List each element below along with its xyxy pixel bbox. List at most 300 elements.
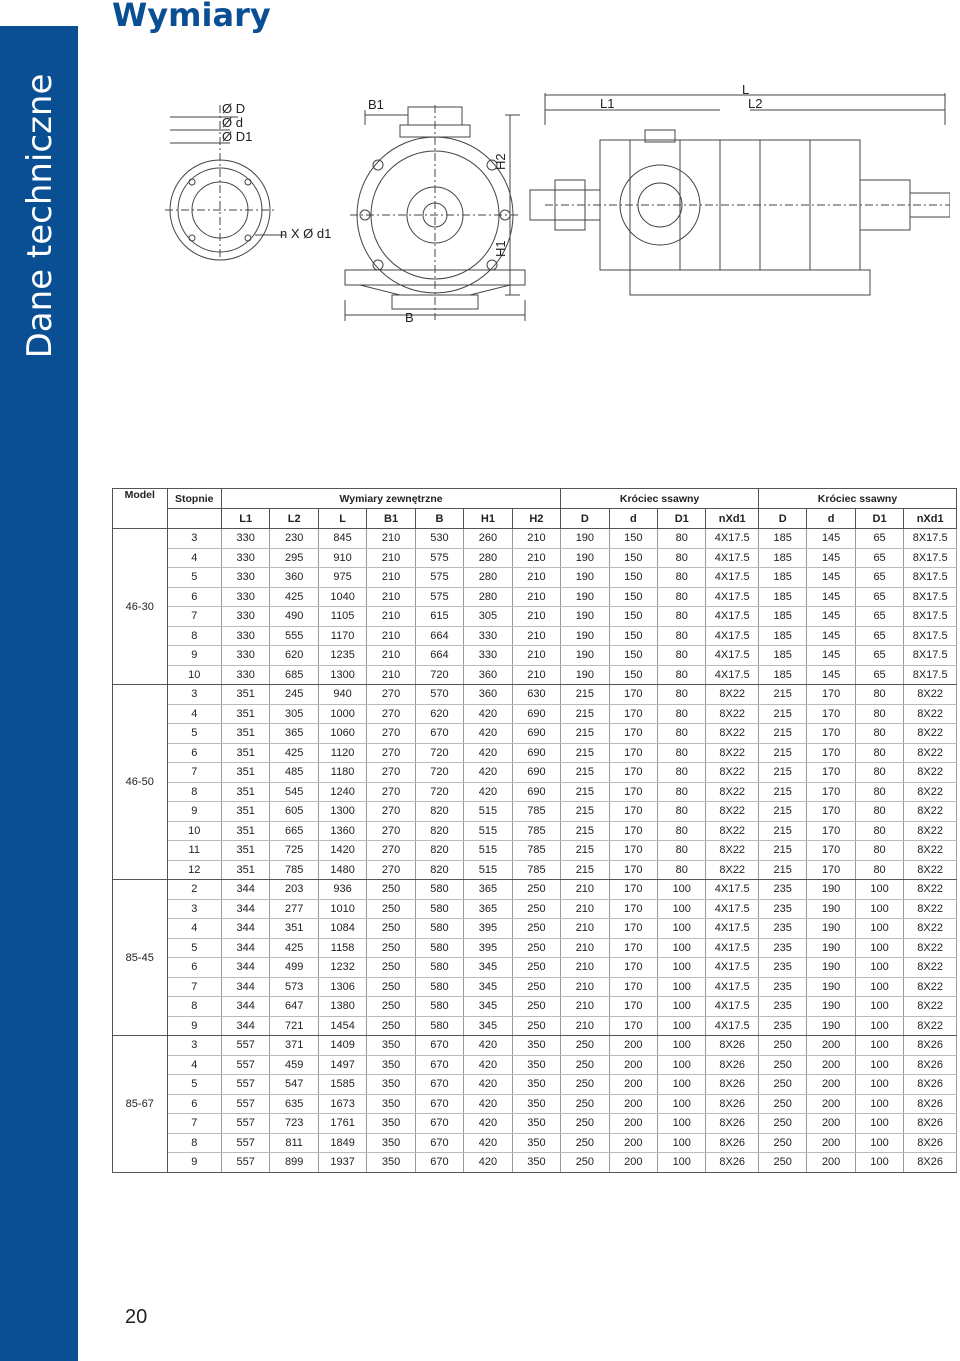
table-cell: 8X22 xyxy=(904,919,957,939)
table-cell: 215 xyxy=(758,704,806,724)
table-cell: 100 xyxy=(658,997,706,1017)
stages-cell: 7 xyxy=(167,977,222,997)
table-cell: 170 xyxy=(609,919,657,939)
table-cell: 420 xyxy=(464,782,512,802)
table-cell: 557 xyxy=(222,1075,270,1095)
table-cell: 690 xyxy=(512,724,561,744)
table-cell: 80 xyxy=(658,529,706,549)
table-row xyxy=(113,685,957,705)
table-cell: 170 xyxy=(609,802,657,822)
table-cell: 635 xyxy=(270,1094,318,1114)
table-cell: 170 xyxy=(609,724,657,744)
table-cell: 215 xyxy=(561,860,609,880)
table-cell: 1180 xyxy=(318,763,366,783)
table-cell: 100 xyxy=(855,1016,903,1036)
table-cell: 365 xyxy=(464,880,512,900)
table-cell: 250 xyxy=(512,997,561,1017)
table-cell: 573 xyxy=(270,977,318,997)
column-header: D xyxy=(561,509,609,529)
table-cell: 210 xyxy=(561,997,609,1017)
table-cell: 8X22 xyxy=(904,860,957,880)
table-cell: 690 xyxy=(512,763,561,783)
table-cell: 65 xyxy=(855,665,903,685)
table-cell: 200 xyxy=(609,1133,657,1153)
table-cell: 8X26 xyxy=(706,1036,759,1056)
table-row xyxy=(113,529,957,549)
table-cell: 330 xyxy=(464,626,512,646)
table-row xyxy=(113,743,957,763)
table-cell: 250 xyxy=(367,997,415,1017)
table-cell: 1300 xyxy=(318,665,366,685)
table-cell: 150 xyxy=(609,568,657,588)
table-cell: 200 xyxy=(609,1094,657,1114)
table-cell: 235 xyxy=(758,919,806,939)
table-cell: 250 xyxy=(512,880,561,900)
table-cell: 811 xyxy=(270,1133,318,1153)
table-cell: 1170 xyxy=(318,626,366,646)
table-cell: 210 xyxy=(561,1016,609,1036)
table-cell: 145 xyxy=(807,548,855,568)
table-row xyxy=(113,704,957,724)
table-cell: 330 xyxy=(464,646,512,666)
column-header: B1 xyxy=(367,509,415,529)
table-cell: 8X22 xyxy=(904,880,957,900)
table-cell: 190 xyxy=(807,919,855,939)
table-cell: 245 xyxy=(270,685,318,705)
label-l1: L1 xyxy=(600,96,615,111)
table-cell: 4X17.5 xyxy=(706,958,759,978)
table-cell: 8X22 xyxy=(904,724,957,744)
table-cell: 365 xyxy=(270,724,318,744)
table-cell: 664 xyxy=(415,646,463,666)
table-cell: 170 xyxy=(609,860,657,880)
table-cell: 100 xyxy=(658,1114,706,1134)
table-cell: 8X26 xyxy=(706,1094,759,1114)
table-cell: 670 xyxy=(415,1133,463,1153)
table-cell: 8X17.5 xyxy=(904,646,957,666)
stages-cell: 10 xyxy=(167,665,222,685)
table-row xyxy=(113,977,957,997)
table-row xyxy=(113,782,957,802)
table-cell: 351 xyxy=(222,743,270,763)
table-cell: 270 xyxy=(367,763,415,783)
table-cell: 80 xyxy=(855,704,903,724)
table-cell: 8X26 xyxy=(904,1114,957,1134)
table-cell: 344 xyxy=(222,997,270,1017)
stages-cell: 5 xyxy=(167,724,222,744)
table-cell: 270 xyxy=(367,802,415,822)
column-header: D1 xyxy=(658,509,706,529)
table-cell: 690 xyxy=(512,704,561,724)
label-l2: L2 xyxy=(748,96,763,111)
table-cell: 420 xyxy=(464,1094,512,1114)
table-row xyxy=(113,548,957,568)
table-cell: 100 xyxy=(658,899,706,919)
table-cell: 100 xyxy=(658,880,706,900)
table-cell: 100 xyxy=(658,977,706,997)
table-cell: 485 xyxy=(270,763,318,783)
table-cell: 344 xyxy=(222,919,270,939)
table-cell: 330 xyxy=(222,646,270,666)
table-cell: 785 xyxy=(512,860,561,880)
table-cell: 820 xyxy=(415,841,463,861)
table-cell: 1232 xyxy=(318,958,366,978)
model-cell: 46-50 xyxy=(113,685,168,880)
table-cell: 351 xyxy=(222,704,270,724)
table-cell: 345 xyxy=(464,1016,512,1036)
table-cell: 170 xyxy=(609,958,657,978)
table-cell: 670 xyxy=(415,1036,463,1056)
table-cell: 100 xyxy=(658,938,706,958)
table-cell: 80 xyxy=(855,763,903,783)
table-cell: 250 xyxy=(367,880,415,900)
stages-cell: 7 xyxy=(167,1114,222,1134)
group-header-external: Wymiary zewnętrzne xyxy=(222,489,561,509)
table-cell: 80 xyxy=(658,646,706,666)
stages-cell: 5 xyxy=(167,568,222,588)
table-cell: 100 xyxy=(855,880,903,900)
table-cell: 210 xyxy=(367,568,415,588)
table-cell: 670 xyxy=(415,1094,463,1114)
table-cell: 545 xyxy=(270,782,318,802)
table-cell: 350 xyxy=(367,1075,415,1095)
table-cell: 8X22 xyxy=(904,802,957,822)
table-cell: 620 xyxy=(415,704,463,724)
table-cell: 190 xyxy=(561,587,609,607)
table-cell: 80 xyxy=(658,743,706,763)
table-cell: 940 xyxy=(318,685,366,705)
table-cell: 420 xyxy=(464,724,512,744)
table-cell: 100 xyxy=(658,1075,706,1095)
label-h2: H2 xyxy=(493,153,508,170)
table-cell: 1010 xyxy=(318,899,366,919)
table-cell: 170 xyxy=(609,763,657,783)
table-cell: 685 xyxy=(270,665,318,685)
table-cell: 80 xyxy=(855,821,903,841)
table-cell: 365 xyxy=(464,899,512,919)
stages-cell: 9 xyxy=(167,1153,222,1173)
table-cell: 215 xyxy=(561,724,609,744)
table-cell: 8X17.5 xyxy=(904,587,957,607)
table-cell: 170 xyxy=(609,841,657,861)
table-cell: 360 xyxy=(270,568,318,588)
table-cell: 1235 xyxy=(318,646,366,666)
stages-header: Stopnie xyxy=(167,489,222,509)
table-cell: 150 xyxy=(609,529,657,549)
table-cell: 330 xyxy=(222,568,270,588)
table-cell: 557 xyxy=(222,1153,270,1173)
table-cell: 499 xyxy=(270,958,318,978)
table-cell: 170 xyxy=(807,782,855,802)
table-cell: 65 xyxy=(855,568,903,588)
table-cell: 250 xyxy=(367,938,415,958)
table-cell: 170 xyxy=(609,1016,657,1036)
table-cell: 230 xyxy=(270,529,318,549)
table-cell: 65 xyxy=(855,548,903,568)
table-cell: 210 xyxy=(561,977,609,997)
table-cell: 1420 xyxy=(318,841,366,861)
table-cell: 351 xyxy=(222,685,270,705)
table-cell: 1937 xyxy=(318,1153,366,1173)
table-cell: 725 xyxy=(270,841,318,861)
table-cell: 250 xyxy=(561,1133,609,1153)
table-cell: 210 xyxy=(367,646,415,666)
table-cell: 100 xyxy=(855,1133,903,1153)
table-cell: 295 xyxy=(270,548,318,568)
table-cell: 557 xyxy=(222,1133,270,1153)
table-cell: 664 xyxy=(415,626,463,646)
table-cell: 170 xyxy=(609,685,657,705)
table-cell: 8X26 xyxy=(706,1055,759,1075)
stages-cell: 3 xyxy=(167,899,222,919)
table-cell: 345 xyxy=(464,997,512,1017)
table-cell: 8X22 xyxy=(904,841,957,861)
table-cell: 1306 xyxy=(318,977,366,997)
table-cell: 785 xyxy=(512,802,561,822)
table-cell: 200 xyxy=(807,1036,855,1056)
table-cell: 270 xyxy=(367,724,415,744)
table-cell: 330 xyxy=(222,548,270,568)
table-cell: 371 xyxy=(270,1036,318,1056)
table-cell: 185 xyxy=(758,607,806,627)
table-cell: 670 xyxy=(415,1153,463,1173)
table-cell: 8X22 xyxy=(706,841,759,861)
table-cell: 580 xyxy=(415,919,463,939)
table-cell: 1849 xyxy=(318,1133,366,1153)
table-cell: 665 xyxy=(270,821,318,841)
table-cell: 350 xyxy=(512,1036,561,1056)
table-cell: 210 xyxy=(512,646,561,666)
table-cell: 210 xyxy=(561,958,609,978)
table-cell: 190 xyxy=(561,626,609,646)
table-cell: 785 xyxy=(512,841,561,861)
column-header: L2 xyxy=(270,509,318,529)
table-cell: 65 xyxy=(855,646,903,666)
table-cell: 351 xyxy=(222,802,270,822)
table-cell: 100 xyxy=(855,1036,903,1056)
table-cell: 210 xyxy=(367,529,415,549)
table-cell: 65 xyxy=(855,529,903,549)
table-cell: 351 xyxy=(222,860,270,880)
table-cell: 351 xyxy=(270,919,318,939)
table-cell: 8X22 xyxy=(904,899,957,919)
table-cell: 210 xyxy=(367,626,415,646)
stages-cell: 6 xyxy=(167,958,222,978)
table-cell: 185 xyxy=(758,568,806,588)
table-cell: 580 xyxy=(415,977,463,997)
table-cell: 8X22 xyxy=(904,743,957,763)
table-cell: 150 xyxy=(609,607,657,627)
table-cell: 100 xyxy=(855,919,903,939)
table-cell: 145 xyxy=(807,587,855,607)
table-cell: 670 xyxy=(415,724,463,744)
table-cell: 720 xyxy=(415,763,463,783)
table-cell: 210 xyxy=(561,899,609,919)
stages-cell: 8 xyxy=(167,997,222,1017)
table-cell: 515 xyxy=(464,802,512,822)
stages-cell: 9 xyxy=(167,646,222,666)
stages-cell: 2 xyxy=(167,880,222,900)
table-cell: 170 xyxy=(807,743,855,763)
table-cell: 215 xyxy=(561,704,609,724)
table-cell: 200 xyxy=(609,1153,657,1173)
table-cell: 515 xyxy=(464,841,512,861)
label-holes: n X Ø d1 xyxy=(280,226,332,241)
table-cell: 250 xyxy=(758,1153,806,1173)
table-cell: 8X22 xyxy=(706,860,759,880)
table-cell: 351 xyxy=(222,841,270,861)
table-cell: 1673 xyxy=(318,1094,366,1114)
table-cell: 547 xyxy=(270,1075,318,1095)
table-cell: 200 xyxy=(609,1036,657,1056)
table-cell: 185 xyxy=(758,665,806,685)
table-cell: 820 xyxy=(415,802,463,822)
table-cell: 1000 xyxy=(318,704,366,724)
table-cell: 8X26 xyxy=(904,1133,957,1153)
table-cell: 100 xyxy=(855,899,903,919)
table-cell: 170 xyxy=(807,860,855,880)
table-cell: 580 xyxy=(415,899,463,919)
table-cell: 785 xyxy=(512,821,561,841)
table-cell: 8X17.5 xyxy=(904,626,957,646)
table-row xyxy=(113,665,957,685)
table-cell: 270 xyxy=(367,685,415,705)
column-header: H2 xyxy=(512,509,561,529)
table-cell: 351 xyxy=(222,763,270,783)
table-cell: 1497 xyxy=(318,1055,366,1075)
stages-cell: 11 xyxy=(167,841,222,861)
table-cell: 170 xyxy=(807,821,855,841)
table-row xyxy=(113,646,957,666)
table-cell: 215 xyxy=(561,763,609,783)
table-cell: 215 xyxy=(758,685,806,705)
table-cell: 250 xyxy=(758,1055,806,1075)
table-cell: 1040 xyxy=(318,587,366,607)
table-cell: 8X22 xyxy=(904,997,957,1017)
table-cell: 100 xyxy=(855,1055,903,1075)
table-cell: 100 xyxy=(855,1114,903,1134)
table-cell: 190 xyxy=(561,607,609,627)
column-header: nXd1 xyxy=(904,509,957,529)
table-row xyxy=(113,1075,957,1095)
table-cell: 170 xyxy=(609,880,657,900)
table-row xyxy=(113,841,957,861)
table-row xyxy=(113,626,957,646)
page-title: Wymiary xyxy=(112,0,271,34)
table-cell: 350 xyxy=(367,1133,415,1153)
table-row xyxy=(113,1153,957,1173)
table-cell: 170 xyxy=(609,997,657,1017)
table-cell: 420 xyxy=(464,1153,512,1173)
table-cell: 170 xyxy=(807,685,855,705)
table-cell: 250 xyxy=(367,1016,415,1036)
table-cell: 250 xyxy=(512,1016,561,1036)
table-cell: 210 xyxy=(512,548,561,568)
table-cell: 845 xyxy=(318,529,366,549)
table-cell: 975 xyxy=(318,568,366,588)
table-cell: 350 xyxy=(367,1055,415,1075)
table-cell: 580 xyxy=(415,958,463,978)
table-cell: 80 xyxy=(855,802,903,822)
table-cell: 425 xyxy=(270,587,318,607)
table-cell: 250 xyxy=(758,1036,806,1056)
stages-cell: 7 xyxy=(167,607,222,627)
stages-cell: 3 xyxy=(167,529,222,549)
table-cell: 150 xyxy=(609,626,657,646)
label-h1: H1 xyxy=(493,240,508,257)
table-cell: 100 xyxy=(658,1153,706,1173)
table-cell: 185 xyxy=(758,529,806,549)
table-cell: 80 xyxy=(855,685,903,705)
table-row xyxy=(113,899,957,919)
table-cell: 80 xyxy=(658,802,706,822)
table-cell: 280 xyxy=(464,568,512,588)
table-cell: 350 xyxy=(512,1133,561,1153)
model-cell: 85-45 xyxy=(113,880,168,1036)
table-cell: 280 xyxy=(464,587,512,607)
label-b1: B1 xyxy=(368,97,384,112)
table-cell: 100 xyxy=(658,1055,706,1075)
table-cell: 80 xyxy=(658,860,706,880)
table-cell: 1158 xyxy=(318,938,366,958)
table-cell: 210 xyxy=(367,665,415,685)
table-cell: 100 xyxy=(658,1094,706,1114)
table-cell: 235 xyxy=(758,938,806,958)
table-cell: 170 xyxy=(609,704,657,724)
table-cell: 344 xyxy=(222,938,270,958)
table-cell: 670 xyxy=(415,1055,463,1075)
table-cell: 4X17.5 xyxy=(706,880,759,900)
table-cell: 65 xyxy=(855,607,903,627)
table-cell: 100 xyxy=(658,958,706,978)
table-cell: 305 xyxy=(464,607,512,627)
table-cell: 190 xyxy=(561,568,609,588)
table-cell: 200 xyxy=(807,1094,855,1114)
table-cell: 190 xyxy=(807,938,855,958)
table-cell: 305 xyxy=(270,704,318,724)
table-cell: 344 xyxy=(222,899,270,919)
table-cell: 190 xyxy=(561,646,609,666)
table-cell: 260 xyxy=(464,529,512,549)
table-cell: 8X22 xyxy=(706,743,759,763)
table-cell: 557 xyxy=(222,1036,270,1056)
table-cell: 150 xyxy=(609,548,657,568)
table-cell: 345 xyxy=(464,958,512,978)
stages-cell: 9 xyxy=(167,1016,222,1036)
table-cell: 100 xyxy=(658,1016,706,1036)
table-cell: 210 xyxy=(512,607,561,627)
table-cell: 8X22 xyxy=(904,704,957,724)
table-cell: 580 xyxy=(415,997,463,1017)
table-cell: 250 xyxy=(512,899,561,919)
table-cell: 8X26 xyxy=(904,1055,957,1075)
table-cell: 235 xyxy=(758,958,806,978)
table-cell: 170 xyxy=(807,841,855,861)
pump-drawing-svg xyxy=(160,85,950,415)
table-cell: 8X22 xyxy=(904,958,957,978)
table-cell: 100 xyxy=(855,1094,903,1114)
table-cell: 270 xyxy=(367,782,415,802)
table-cell: 8X22 xyxy=(904,685,957,705)
table-cell: 721 xyxy=(270,1016,318,1036)
table-cell: 670 xyxy=(415,1114,463,1134)
table-cell: 1454 xyxy=(318,1016,366,1036)
table-cell: 270 xyxy=(367,743,415,763)
table-cell: 4X17.5 xyxy=(706,646,759,666)
table-cell: 235 xyxy=(758,977,806,997)
table-row xyxy=(113,919,957,939)
table-cell: 720 xyxy=(415,782,463,802)
